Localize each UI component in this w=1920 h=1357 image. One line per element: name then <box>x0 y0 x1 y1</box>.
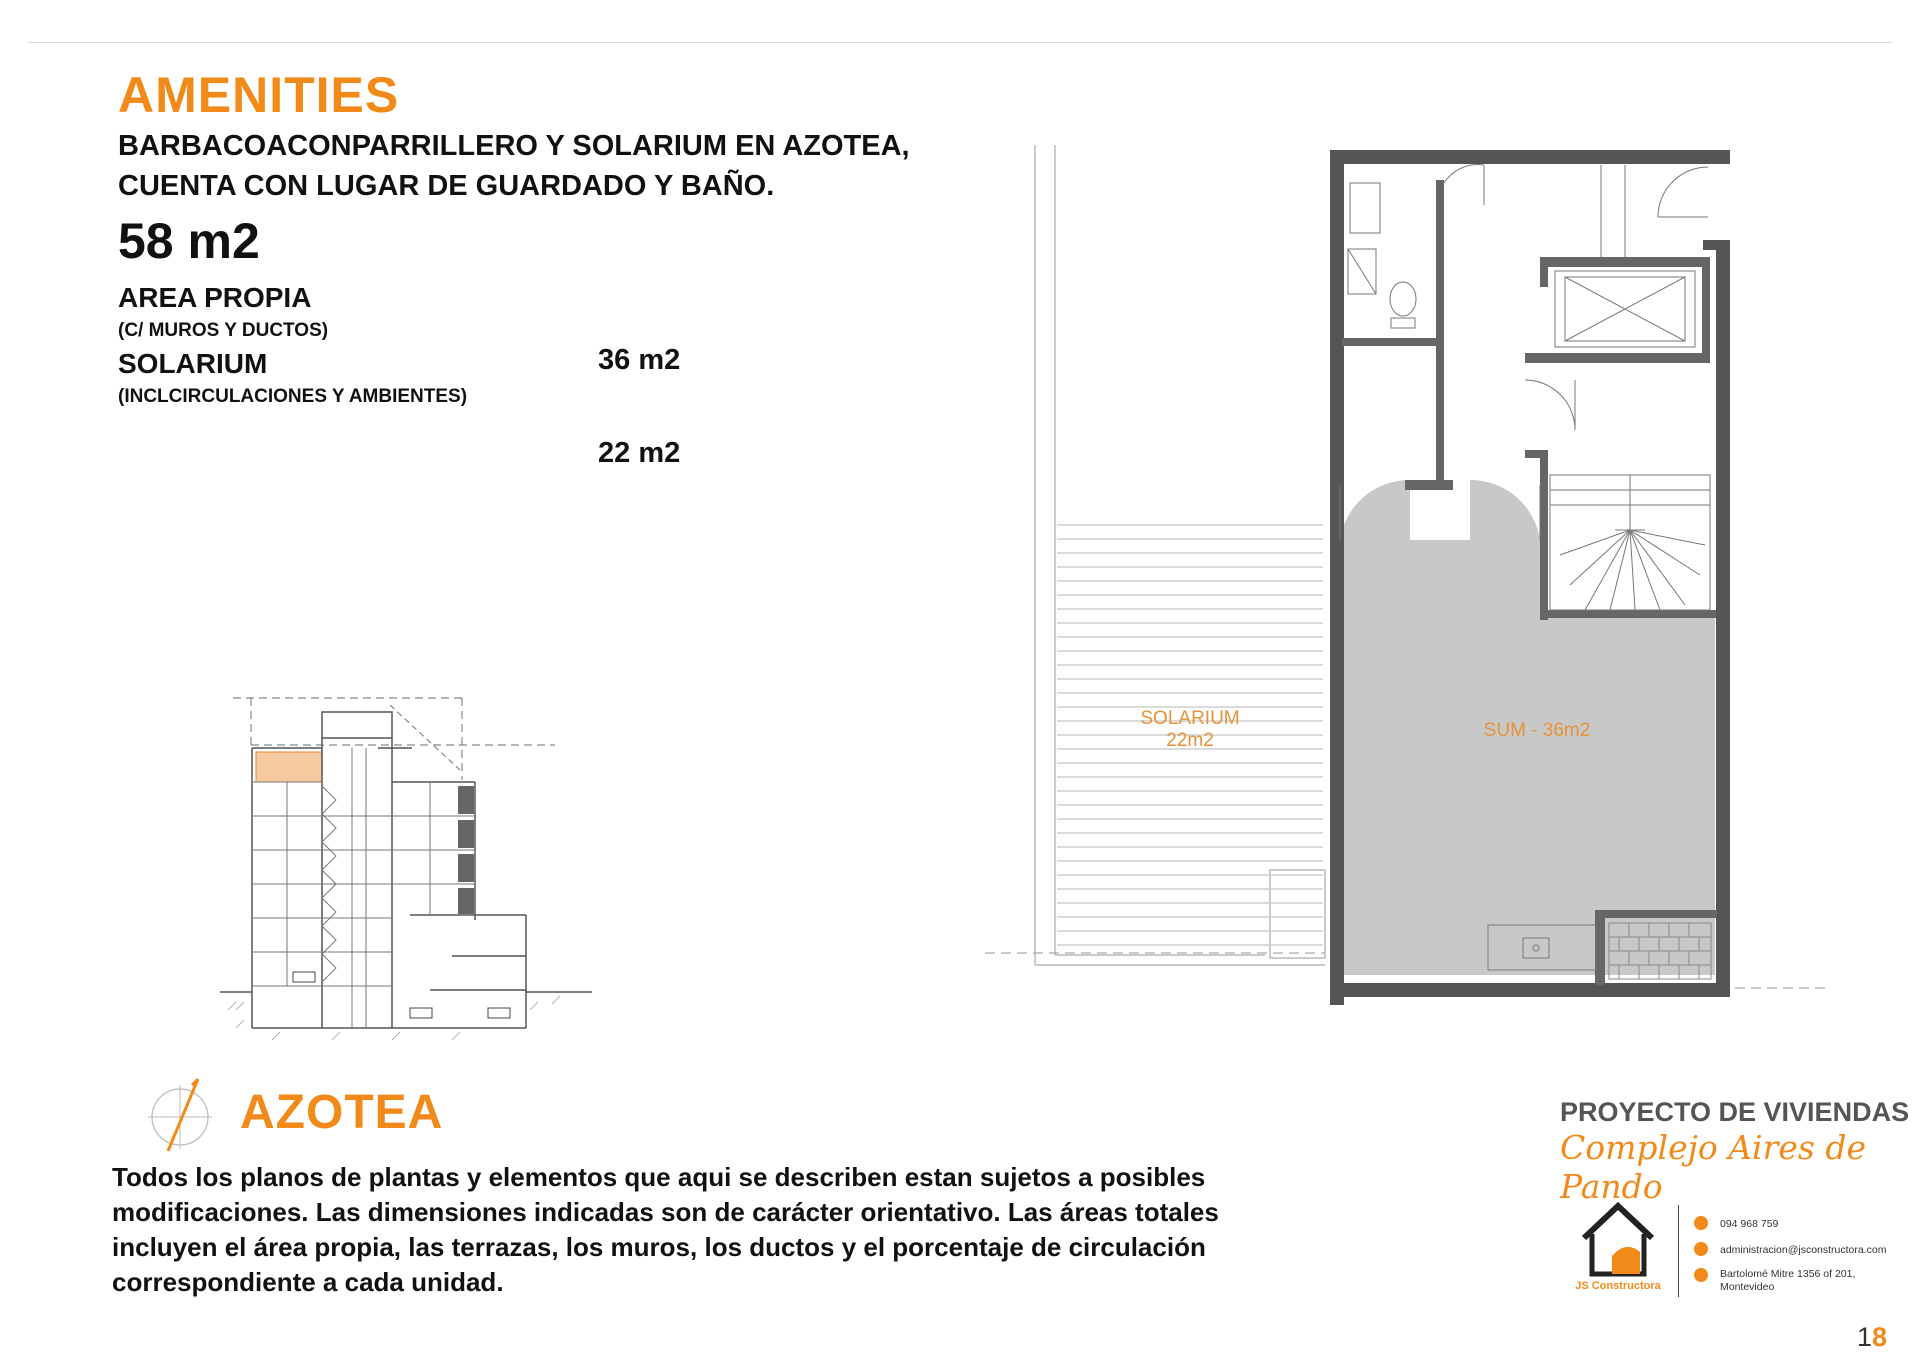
sum-plan-label: SUM - 36m2 <box>1483 720 1591 741</box>
address-line-2: Montevideo <box>1720 1281 1775 1293</box>
area-value-1: 36 m2 <box>598 344 681 376</box>
compass-icon <box>140 1075 220 1155</box>
page-number-prefix: 1 <box>1857 1322 1873 1352</box>
logo-caption: JS Constructora <box>1575 1280 1661 1292</box>
address-line-1: Bartolomé Mitre 1356 of 201, <box>1720 1268 1856 1280</box>
page-title: AMENITIES <box>118 67 400 123</box>
phone-icon <box>1694 1216 1708 1230</box>
solarium-sub: (INCLCIRCULACIONES Y AMBIENTES) <box>118 386 468 407</box>
page-number <box>1857 1322 1887 1353</box>
description-line-2: CUENTA CON LUGAR DE GUARDADO Y BAÑO. <box>118 170 775 202</box>
location-icon <box>1694 1268 1708 1282</box>
house-logo-icon <box>1578 1200 1658 1278</box>
area-propia-label: AREA PROPIA <box>118 282 312 313</box>
floor-plan-drawing <box>985 135 1840 1005</box>
section-title: AZOTEA <box>240 1086 444 1139</box>
contact-divider <box>1678 1205 1679 1297</box>
area-value-2: 22 m2 <box>598 437 681 469</box>
solarium-label: SOLARIUM <box>118 348 268 379</box>
solarium-plan-label: SOLARIUM <box>1140 708 1240 729</box>
area-propia-sub: (C/ MUROS Y DUCTOS) <box>118 320 329 341</box>
contact-address <box>1720 1268 1855 1294</box>
page-number-accent: 8 <box>1872 1322 1888 1352</box>
solarium-plan-area: 22m2 <box>1166 730 1214 751</box>
project-name: Complejo Aires de Pando <box>1560 1128 1866 1206</box>
amenities-description <box>118 126 910 206</box>
top-divider <box>28 42 1892 43</box>
email-icon <box>1694 1242 1708 1256</box>
disclaimer-text: Todos los planos de plantas y elementos que aqui se describen estan sujetos a posibles modificaciones. Las dimensiones indicadas son de carácter orientativo. Las áreas totales incluyen el área propia, las terrazas, los muros, los ductos y el porcentaje de circulación correspondiente a cada unidad. <box>112 1162 1219 1297</box>
description-line-1: BARBACOACONPARRILLERO Y SOLARIUM EN AZOTEA, <box>118 130 910 162</box>
total-area: 58 m2 <box>118 213 260 269</box>
contact-email: administracion@jsconstructora.com <box>1720 1244 1887 1256</box>
building-section-drawing <box>220 690 600 1050</box>
contact-phone: 094 968 759 <box>1720 1218 1779 1230</box>
project-label: PROYECTO DE VIVIENDAS <box>1560 1097 1910 1127</box>
